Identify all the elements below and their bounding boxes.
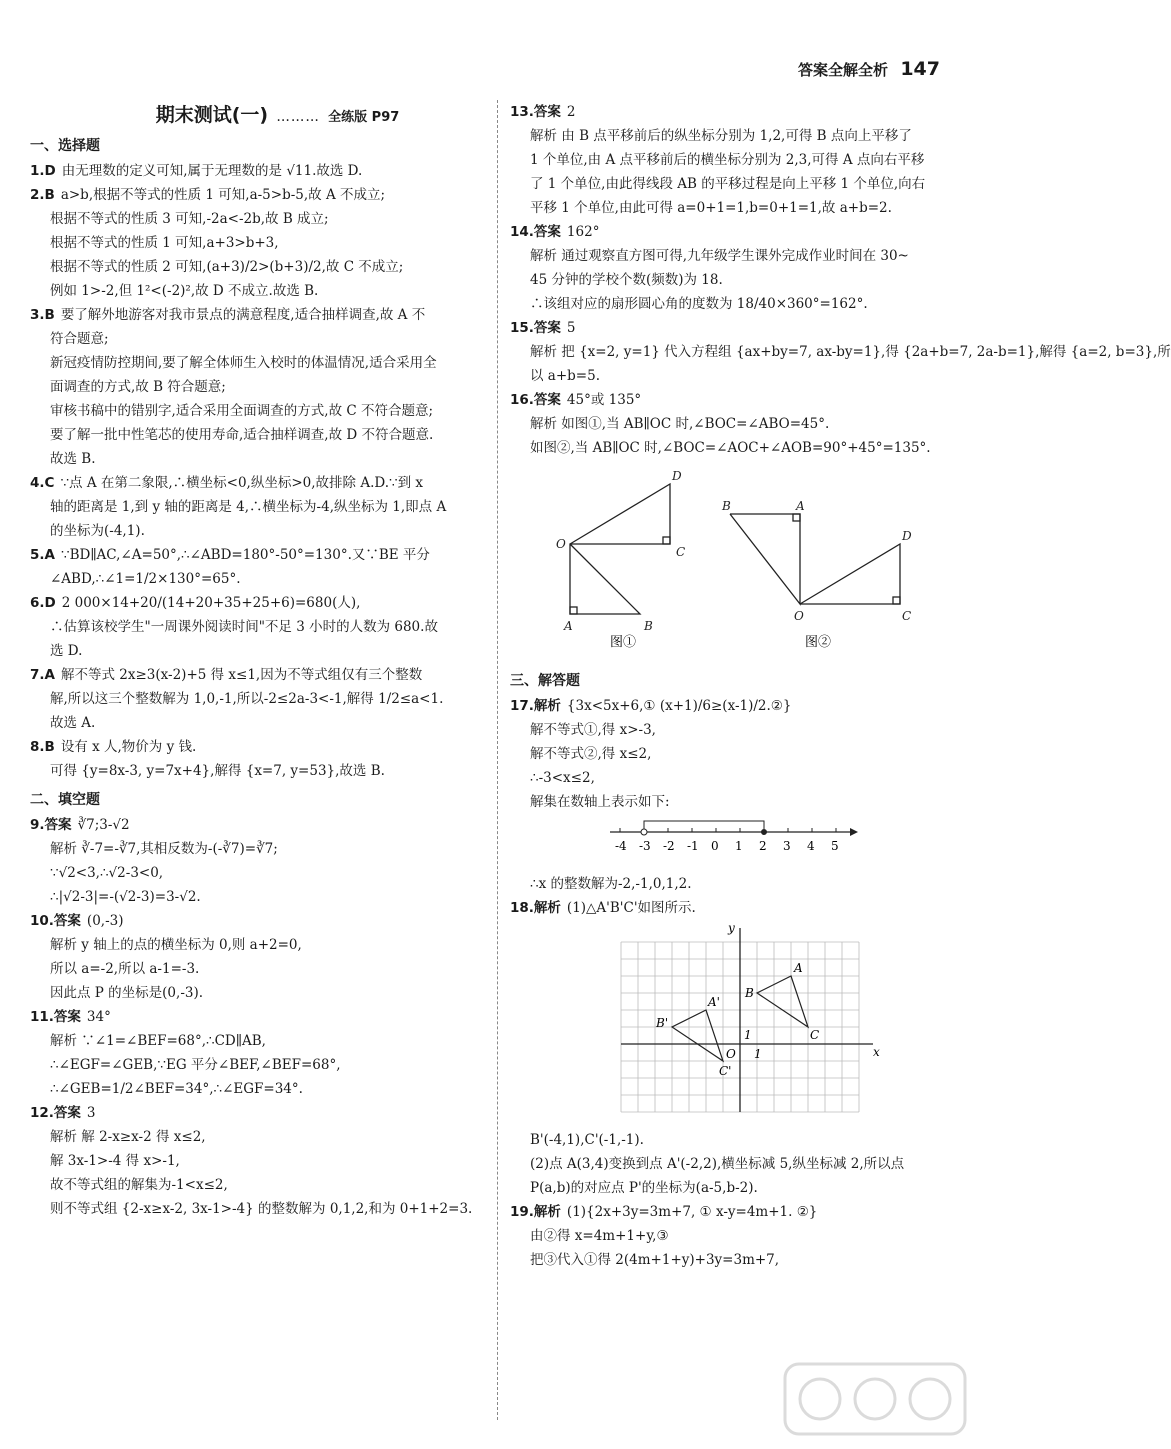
line-text: 1 个单位,由 A 点平移前后的横坐标分别为 2,3,可得 A 点向右平移 [530, 152, 925, 168]
x-axis-label: x [873, 1045, 880, 1059]
unit-y-label: 1 [744, 1028, 752, 1042]
text-line [30, 519, 485, 543]
text-line [30, 231, 485, 255]
text-line [30, 183, 485, 207]
line-text: 把③代入①得 2(4m+1+y)+3y=3m+7, [530, 1252, 780, 1268]
text-line [30, 1029, 485, 1053]
column-divider [497, 100, 498, 1420]
line-text: 因此点 P 的坐标是(0,-3). [50, 985, 204, 1001]
question-number: 9.答案 [30, 817, 72, 833]
number-line-label: 2 [759, 839, 767, 853]
line-text: 解析 ∵∠1=∠BEF=68°,∴CD∥AB, [50, 1033, 266, 1049]
line-text: ∛7;3-√2 [77, 817, 130, 833]
text-line [510, 316, 950, 340]
text-line [30, 957, 485, 981]
header-title: 答案全解全析 [798, 61, 889, 79]
point-a-label: A [794, 961, 803, 975]
line-text: 解析 ∛-7=-∛7,其相反数为-(-∛7)=∛7; [50, 841, 278, 857]
number-line-label: 1 [735, 839, 743, 853]
point-b1-label: B' [656, 1016, 669, 1030]
text-line [30, 909, 485, 933]
line-text: ∵BD∥AC,∠A=50°,∴∠ABD=180°-50°=130°.又∵BE 平分 [60, 547, 430, 563]
line-text: 解析 把 {x=2, y=1} 代入方程组 {ax+by=7, ax-by=1},得 {2a+b=7, 2a-b=1},解得 {a=2, b=3},所 [530, 344, 1171, 360]
line-text: (2)点 A(3,4)变换到点 A'(-2,2),横坐标减 5,纵坐标减 2,所以点 [530, 1156, 905, 1172]
point-a1-label: A' [708, 995, 720, 1009]
section-choice: 一、选择题 [30, 138, 100, 154]
coordinate-grid [510, 921, 950, 1124]
number-line-label: 4 [807, 839, 815, 853]
point-b-label: B [745, 986, 754, 1000]
unit-x-label: 1 [754, 1047, 762, 1061]
line-text: ∴x 的整数解为-2,-1,0,1,2. [530, 876, 692, 892]
text-line [30, 303, 485, 327]
line-text: 平移 1 个单位,由此可得 a=0+1=1,b=0+1=1,故 a+b=2. [530, 200, 892, 216]
number-line-label: -3 [639, 839, 651, 853]
text-line [510, 340, 1171, 364]
question-number: 5.A [30, 547, 55, 563]
line-text: a>b,根据不等式的性质 1 可知,a-5>b-5,故 A 不成立; [60, 187, 386, 203]
text-line [30, 471, 485, 495]
text-line [510, 790, 950, 814]
line-text: ∴该组对应的扇形圆心角的度数为 18/40×360°=162°. [530, 296, 868, 312]
text-line [510, 1176, 950, 1200]
text-line [510, 100, 950, 124]
question-number: 8.B [30, 739, 55, 755]
test-title-ref: 全练版 P97 [328, 110, 400, 125]
line-text: 新冠疫情防控期间,要了解全体师生入校时的体温情况,适合采用全 [50, 355, 437, 371]
line-text: 解 3x-1>-4 得 x>-1, [50, 1153, 180, 1169]
line-text: 所以 a=-2,所以 a-1=-3. [50, 961, 200, 977]
text-line [30, 1125, 485, 1149]
line-text: 45 分钟的学校个数(频数)为 18. [530, 272, 723, 288]
line-text: P(a,b)的对应点 P'的坐标为(a-5,b-2). [530, 1180, 758, 1196]
number-line-label: 0 [711, 839, 719, 853]
fig1-label-c: C [676, 545, 686, 559]
line-text: 选 D. [50, 643, 83, 659]
right-column [510, 100, 1171, 1272]
line-text: 3 [86, 1105, 96, 1121]
question-number: 1.D [30, 163, 56, 179]
solution-range [644, 821, 764, 832]
text-line [30, 1173, 485, 1197]
text-line [30, 1197, 485, 1221]
text-line [510, 1248, 950, 1272]
fig2-label-a: A [796, 499, 805, 513]
text-line [510, 148, 950, 172]
number-line [510, 818, 950, 868]
text-line [30, 615, 485, 639]
line-text: (1){2x+3y=3m+7, ① x-y=4m+1. ②} [566, 1204, 818, 1220]
text-line [30, 543, 485, 567]
text-line [30, 1077, 485, 1101]
text-line [510, 1152, 950, 1176]
fig1-label-a: A [564, 619, 573, 633]
question-number: 19.解析 [510, 1204, 561, 1220]
text-line [30, 279, 485, 303]
text-line [30, 687, 485, 711]
line-text: ∴-3<x≤2, [530, 770, 595, 786]
text-line [30, 813, 485, 837]
question-number: 7.A [30, 667, 55, 683]
line-text: ∵点 A 在第二象限,∴横坐标<0,纵坐标>0,故排除 A.D.∵到 x [60, 475, 423, 491]
line-text: 可得 {y=8x-3, y=7x+4},解得 {x=7, y=53},故选 B. [50, 763, 385, 779]
line-text: 轴的距离是 1,到 y 轴的距离是 4,∴横坐标为-4,纵坐标为 1,即点 A [50, 499, 447, 515]
question-number: 13.答案 [510, 104, 561, 120]
question-number: 16.答案 [510, 392, 561, 408]
triangle-a1b1c1 [672, 1010, 723, 1061]
fig1-label-b: B [644, 619, 653, 633]
text-line [30, 375, 485, 399]
number-line-label: -2 [663, 839, 675, 853]
text-line [510, 268, 950, 292]
question-number: 3.B [30, 307, 55, 323]
text-line [510, 1200, 950, 1224]
text-line [30, 255, 485, 279]
fig1-label-d: D [672, 469, 682, 483]
question-number: 14.答案 [510, 224, 561, 240]
line-text: 根据不等式的性质 2 可知,(a+3)/2>(b+3)/2,故 C 不成立; [50, 259, 404, 275]
text-line [30, 207, 485, 231]
question-number: 2.B [30, 187, 55, 203]
text-line [30, 159, 485, 183]
question-number: 6.D [30, 595, 56, 611]
text-line [30, 567, 485, 591]
fill-answers [30, 813, 485, 1221]
line-text: (1)△A'B'C'如图所示. [566, 900, 696, 916]
test-title-dots: ……… [276, 109, 320, 125]
page-header [798, 58, 940, 80]
text-line [510, 124, 950, 148]
number-line-label: 3 [783, 839, 791, 853]
line-text: 162° [566, 224, 600, 240]
line-text: 的坐标为(-4,1). [50, 523, 145, 539]
text-line [30, 1149, 485, 1173]
test-title [70, 100, 485, 127]
fig2-caption: 图② [805, 635, 832, 650]
question-number: 18.解析 [510, 900, 561, 916]
question-number: 17.解析 [510, 698, 561, 714]
number-line-label: -1 [687, 839, 699, 853]
text-line [30, 327, 485, 351]
line-text: 解析 y 轴上的点的横坐标为 0,则 a+2=0, [50, 937, 302, 953]
page-number: 147 [900, 58, 940, 80]
text-line [30, 591, 485, 615]
line-text: ∠ABD,∴∠1=1/2×130°=65°. [50, 571, 241, 587]
triangle-abc [757, 976, 808, 1027]
line-text: 以 a+b=5. [530, 368, 600, 384]
line-text: 故不等式组的解集为-1<x≤2, [50, 1177, 228, 1193]
question-number: 10.答案 [30, 913, 81, 929]
text-line [30, 759, 485, 783]
line-text: 45°或 135° [566, 392, 642, 408]
text-line [510, 364, 950, 388]
line-text: 解析 通过观察直方图可得,九年级学生课外完成作业时间在 30~ [530, 248, 909, 264]
text-line [30, 1101, 485, 1125]
text-line [510, 742, 950, 766]
fill-answers-cont [510, 100, 1171, 460]
open-dot [641, 829, 647, 835]
line-text: 2 000×14+20/(14+20+35+25+6)=680(人), [61, 595, 361, 611]
line-text: B'(-4,1),C'(-1,-1). [530, 1132, 644, 1148]
question-number: 15.答案 [510, 320, 561, 336]
text-line [30, 351, 485, 375]
angle-figures [510, 464, 950, 664]
solve-answers-3 [510, 1128, 950, 1272]
line-text: 了 1 个单位,由此得线段 AB 的平移过程是向上平移 1 个单位,向右 [530, 176, 926, 192]
left-column [30, 100, 485, 1221]
question-number: 4.C [30, 475, 55, 491]
text-line [30, 1005, 485, 1029]
text-line [510, 388, 950, 412]
line-text: 故选 B. [50, 451, 96, 467]
text-line [30, 735, 485, 759]
fig2-label-o: O [794, 609, 804, 623]
closed-dot [761, 829, 767, 835]
line-text: 则不等式组 {2-x≥x-2, 3x-1>-4} 的整数解为 0,1,2,和为 0+1+2=3. [50, 1201, 473, 1217]
line-text: 由无理数的定义可知,属于无理数的是 √11.故选 D. [61, 163, 363, 179]
text-line [30, 1053, 485, 1077]
text-line [30, 861, 485, 885]
line-text: 根据不等式的性质 3 可知,-2a<-2b,故 B 成立; [50, 211, 329, 227]
line-text: 解不等式②,得 x≤2, [530, 746, 652, 762]
text-line [510, 412, 950, 436]
line-text: ∴∠GEB=1/2∠BEF=34°,∴∠EGF=34°. [50, 1081, 303, 1097]
point-c1-label: C' [719, 1064, 732, 1078]
fig1-caption: 图① [610, 635, 637, 650]
line-text: ∵√2<3,∴√2-3<0, [50, 865, 164, 881]
line-text: 解析 解 2-x≥x-2 得 x≤2, [50, 1129, 206, 1145]
line-text: 34° [86, 1009, 111, 1025]
line-text: 解,所以这三个整数解为 1,0,-1,所以-2≤2a-3<-1,解得 1/2≤a<1. [50, 691, 444, 707]
text-line [30, 495, 485, 519]
line-text: ∴|√2-3|=-(√2-3)=3-√2. [50, 889, 201, 905]
number-line-label: -4 [615, 839, 627, 853]
line-text: 2 [566, 104, 576, 120]
text-line [510, 1128, 950, 1152]
line-text: 要了解外地游客对我市景点的满意程度,适合抽样调查,故 A 不 [60, 307, 426, 323]
line-text: (0,-3) [86, 913, 124, 929]
text-line [510, 718, 950, 742]
section-solve: 三、解答题 [510, 673, 580, 689]
text-line [30, 981, 485, 1005]
line-text: 根据不等式的性质 1 可知,a+3>b+3, [50, 235, 279, 251]
choice-answers [30, 159, 485, 783]
number-line-label: 5 [831, 839, 839, 853]
text-line [510, 436, 950, 460]
text-line [30, 933, 485, 957]
text-line [30, 639, 485, 663]
line-text: 故选 A. [50, 715, 96, 731]
line-text: 面调查的方式,故 B 符合题意; [50, 379, 226, 395]
line-text: 审核书稿中的错别字,适合采用全面调查的方式,故 C 不符合题意; [50, 403, 434, 419]
line-text: 设有 x 人,物价为 y 钱. [60, 739, 197, 755]
line-text: 要了解一批中性笔芯的使用寿命,适合抽样调查,故 D 不符合题意. [50, 427, 434, 443]
line-text: ∴估算该校学生"一周课外阅读时间"不足 3 小时的人数为 680.故 [50, 619, 438, 635]
line-text: 解析 由 B 点平移前后的纵坐标分别为 1,2,可得 B 点向上平移了 [530, 128, 912, 144]
solve-answers-2 [510, 872, 950, 920]
text-line [510, 694, 950, 718]
text-line [30, 399, 485, 423]
text-line [510, 292, 950, 316]
fig2-label-d: D [902, 529, 912, 543]
line-text: 解析 如图①,当 AB∥OC 时,∠BOC=∠ABO=45°. [530, 416, 830, 432]
test-title-main: 期末测试(一) [155, 104, 269, 126]
line-text: 5 [566, 320, 576, 336]
text-line [30, 663, 485, 687]
text-line [30, 447, 485, 471]
origin-label: O [726, 1047, 736, 1061]
text-line [510, 896, 950, 920]
text-line [510, 172, 950, 196]
text-line [30, 837, 485, 861]
text-line [30, 711, 485, 735]
line-text: 解不等式 2x≥3(x-2)+5 得 x≤1,因为不等式组仅有三个整数 [60, 667, 423, 683]
text-line [510, 872, 950, 896]
line-text: 符合题意; [50, 331, 109, 347]
question-number: 12.答案 [30, 1105, 81, 1121]
text-line [510, 196, 950, 220]
y-axis-label: y [728, 921, 735, 935]
text-line [510, 244, 950, 268]
fig2-label-c: C [902, 609, 912, 623]
line-text: 由②得 x=4m+1+y,③ [530, 1228, 669, 1244]
line-text: 例如 1>-2,但 1²<(-2)²,故 D 不成立.故选 B. [50, 283, 319, 299]
section-fill: 二、填空题 [30, 792, 100, 808]
question-number: 11.答案 [30, 1009, 81, 1025]
point-c-label: C [810, 1028, 820, 1042]
line-text: 解不等式①,得 x>-3, [530, 722, 656, 738]
text-line [510, 1224, 950, 1248]
text-line [510, 220, 950, 244]
watermark-logo [780, 1359, 970, 1439]
text-line [510, 766, 950, 790]
fig2-label-b: B [722, 499, 731, 513]
line-text: ∴∠EGF=∠GEB,∵EG 平分∠BEF,∠BEF=68°, [50, 1057, 341, 1073]
line-text: {3x<5x+6,① (x+1)/6≥(x-1)/2.②} [566, 698, 792, 714]
line-text: 解集在数轴上表示如下: [530, 794, 670, 810]
line-text: 如图②,当 AB∥OC 时,∠BOC=∠AOC+∠AOB=90°+45°=135°. [530, 440, 931, 456]
text-line [30, 423, 485, 447]
solve-answers [510, 694, 950, 814]
text-line [30, 885, 485, 909]
fig1-label-o: O [556, 537, 566, 551]
